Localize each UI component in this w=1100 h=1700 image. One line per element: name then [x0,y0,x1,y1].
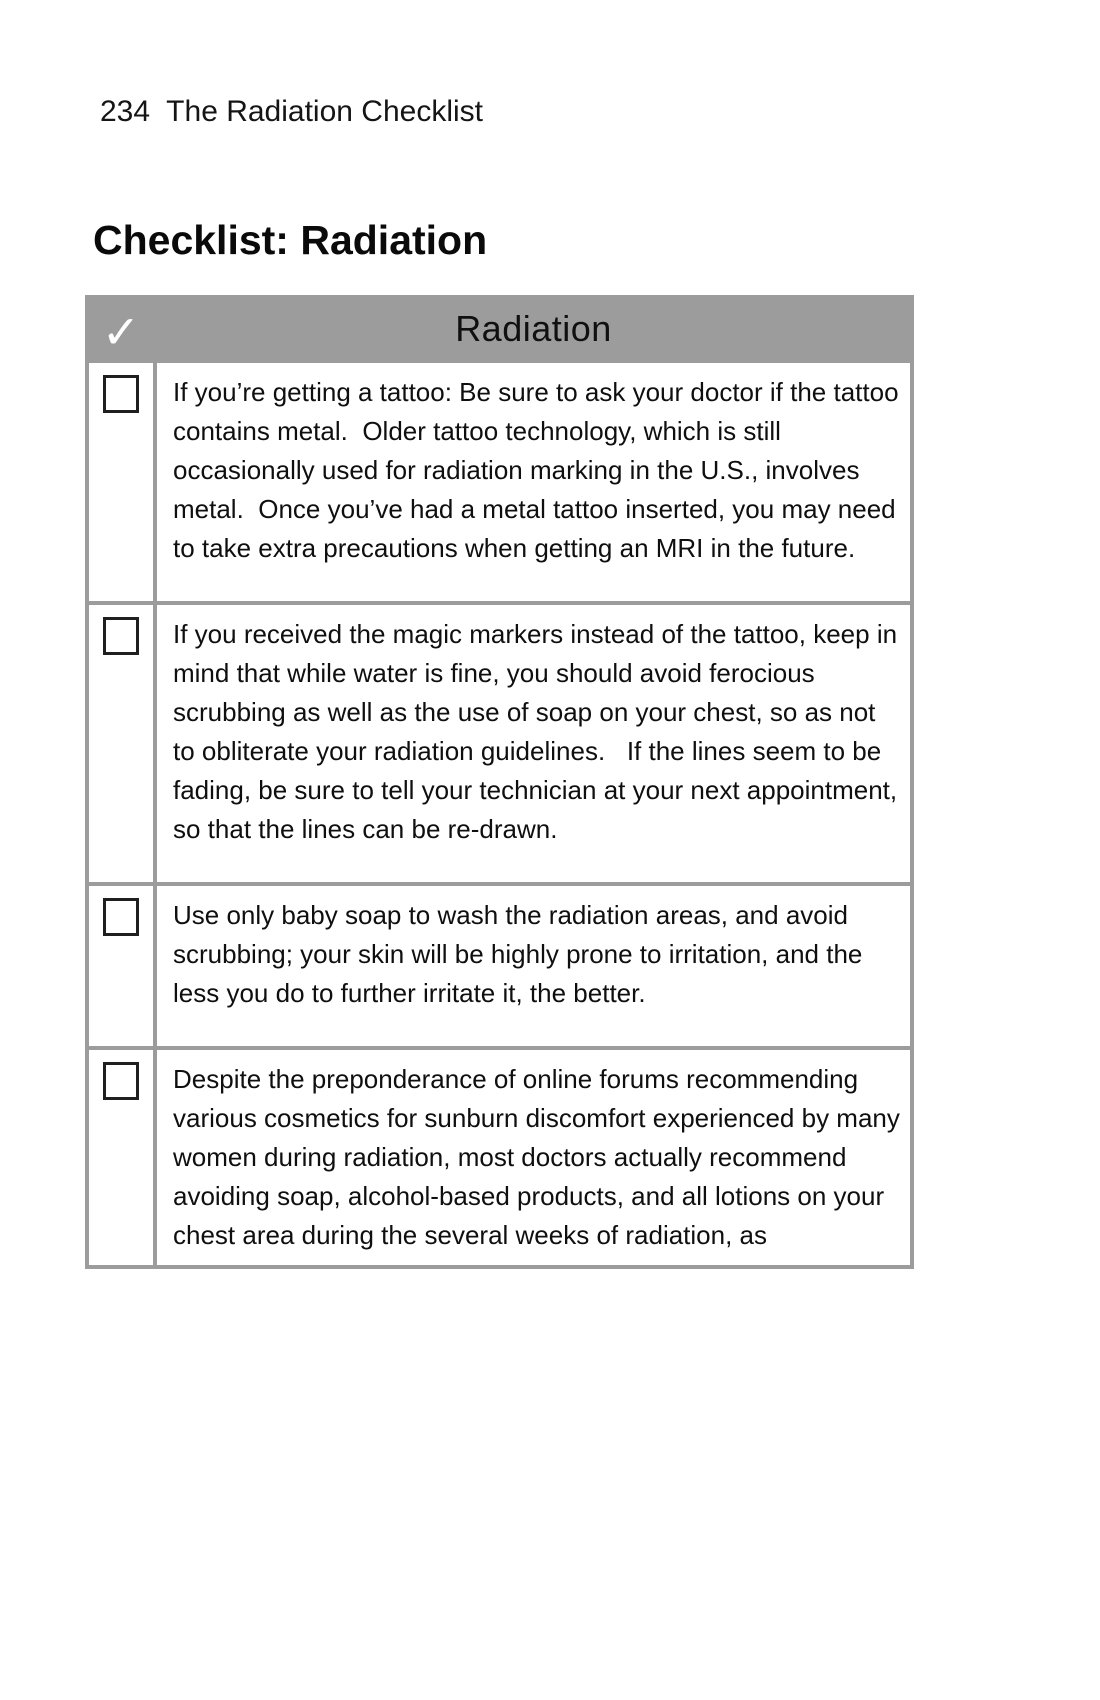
checkbox-cell [87,884,155,1048]
checklist-row [87,603,912,884]
checklist-item-text: Despite the preponderance of online forums recommending various cosmetics for sunburn discomfort experienced by many women during radiation, most doctors actually recommend avoiding soap, alcohol-based products, and all lotions on your chest area during the several weeks of radiation, as [155,1048,912,1267]
table-title: Radiation [155,297,912,361]
check-icon: ✓ [101,306,141,358]
checklist-row [87,1048,912,1267]
radiation-checklist-table [85,295,914,1269]
checklist-row [87,361,912,603]
checklist-item-text: Use only baby soap to wash the radiation areas, and avoid scrubbing; your skin will be highly prone to irritation, and the less you do to further irritate it, the better. [155,884,912,1048]
checkbox-cell [87,1048,155,1267]
checklist-item-text: If you’re getting a tattoo: Be sure to ask your doctor if the tattoo contains metal. Older tattoo technology, which is still occasionally used for radiation marking in the U.S., involves metal. Once you’ve had a metal tattoo inserted, you may need to take extra precautions when getting an MRI in the future. [155,361,912,603]
checkbox-cell [87,361,155,603]
checkbox[interactable] [103,1062,139,1100]
checkbox-cell [87,603,155,884]
checklist-item-text: If you received the magic markers instead of the tattoo, keep in mind that while water is fine, you should avoid ferocious scrubbing as well as the use of soap on your chest, so as not to obliterate your radiation guidelines. If the lines seem to be fading, be sure to tell your technician at your next appointment, so that the lines can be re-drawn. [155,603,912,884]
checkbox[interactable] [103,617,139,655]
checkbox[interactable] [103,375,139,413]
checkbox[interactable] [103,898,139,936]
checklist-row [87,884,912,1048]
running-head: 234 The Radiation Checklist [100,95,483,128]
section-heading: Checklist: Radiation [93,217,488,263]
table-header-row [87,297,912,361]
check-column-header [87,297,155,361]
